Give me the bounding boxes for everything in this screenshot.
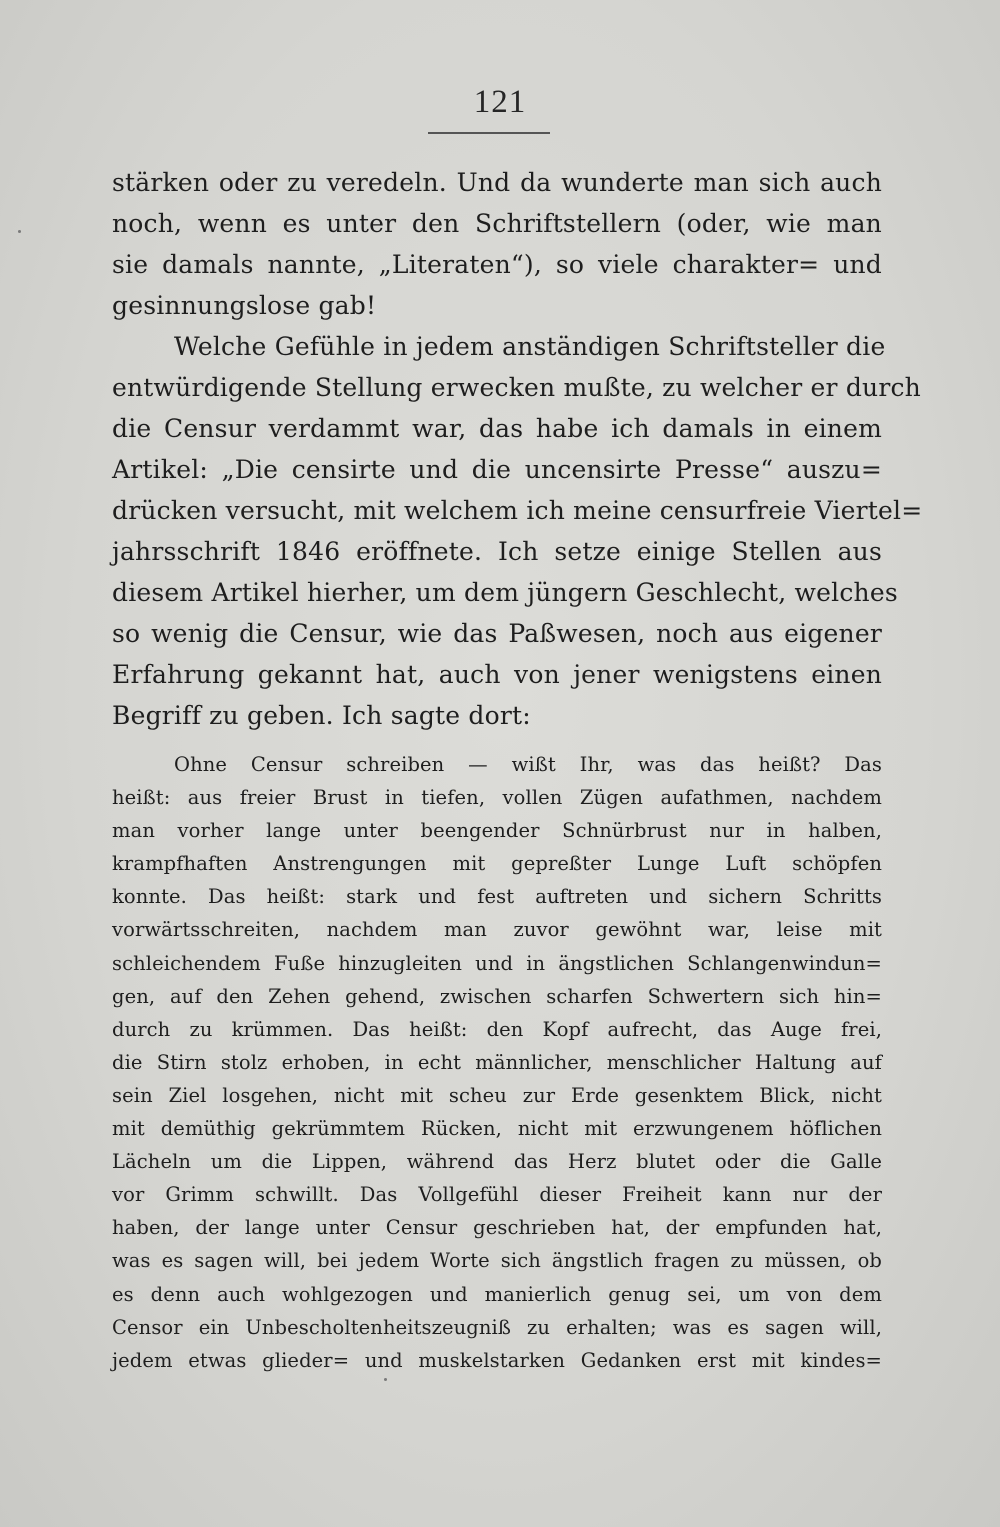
quote-line: vor Grimm schwillt. Das Vollgefühl dieser Freiheit kann nur der (112, 1183, 882, 1207)
body-line: diesem Artikel hierher, um dem jüngern Geschlecht, welches (112, 578, 898, 607)
body-line: gesinnungslose gab! (112, 291, 377, 320)
quote-line: gen, auf den Zehen gehend, zwischen scharfen Schwertern sich hin= (112, 984, 882, 1008)
body-line: so wenig die Censur, wie das Paßwesen, noch aus eigener (112, 619, 882, 648)
body-line: drücken versucht, mit welchem ich meine censurfreie Viertel= (112, 496, 923, 525)
page-number: 121 (473, 84, 527, 120)
body-line: Erfahrung gekannt hat, auch von jener wenigstens einen (112, 660, 882, 689)
quote-line: Lächeln um die Lippen, während das Herz blutet oder die Galle (112, 1150, 882, 1174)
paper-speck (384, 1378, 387, 1381)
body-line: entwürdigende Stellung erwecken mußte, zu welcher er durch (112, 373, 921, 402)
quote-line: was es sagen will, bei jedem Worte sich ängstlich fragen zu müssen, ob (112, 1249, 882, 1273)
quote-line: konnte. Das heißt: stark und fest auftreten und sichern Schritts (112, 885, 882, 909)
quote-line: haben, der lange unter Censur geschrieben hat, der empfunden hat, (112, 1216, 882, 1240)
quote-line: schleichendem Fuße hinzugleiten und in ängstlichen Schlangenwindun= (112, 951, 882, 975)
header-rule (428, 132, 550, 134)
quote-line: durch zu krümmen. Das heißt: den Kopf aufrecht, das Auge frei, (112, 1017, 882, 1041)
body-line: sie damals nannte, „Literaten“), so viele charakter= und (112, 250, 882, 279)
quote-line: sein Ziel losgehen, nicht mit scheu zur Erde gesenktem Blick, nicht (112, 1083, 882, 1107)
quote-line: man vorher lange unter beengender Schnürbrust nur in halben, (112, 819, 882, 843)
quote-line: mit demüthig gekrümmtem Rücken, nicht mit erzwungenem höflichen (112, 1117, 882, 1141)
body-line: Artikel: „Die censirte und die uncensirte Presse“ auszu= (112, 455, 882, 484)
quote-line: jedem etwas glieder= und muskelstarken Gedanken erst mit kindes= (112, 1348, 882, 1372)
paper-speck (18, 230, 21, 233)
quotation-block (112, 748, 882, 1377)
quote-line: Ohne Censur schreiben — wißt Ihr, was das heißt? Das (174, 753, 882, 776)
body-line: noch, wenn es unter den Schriftstellern (oder, wie man (112, 209, 882, 238)
quote-line: krampfhaften Anstrengungen mit gepreßter Lunge Luft schöpfen (112, 852, 882, 876)
quote-line: Censor ein Unbescholtenheitszeugniß zu erhalten; was es sagen will, (112, 1315, 882, 1339)
body-line: Begriff zu geben. Ich sagte dort: (112, 701, 531, 730)
body-text (112, 162, 923, 736)
quote-line: die Stirn stolz erhoben, in echt männlicher, menschlicher Haltung auf (112, 1050, 882, 1074)
body-line: stärken oder zu veredeln. Und da wunderte man sich auch (112, 168, 882, 197)
body-line: die Censur verdammt war, das habe ich damals in einem (112, 414, 882, 443)
body-line: jahrsschrift 1846 eröffnete. Ich setze einige Stellen aus (112, 537, 882, 566)
body-line: Welche Gefühle in jedem anständigen Schriftsteller die (174, 332, 886, 361)
quote-line: heißt: aus freier Brust in tiefen, vollen Zügen aufathmen, nachdem (112, 786, 882, 810)
quote-line: vorwärtsschreiten, nachdem man zuvor gewöhnt war, leise mit (112, 918, 882, 942)
quote-line: es denn auch wohlgezogen und manierlich genug sei, um von dem (112, 1282, 882, 1306)
